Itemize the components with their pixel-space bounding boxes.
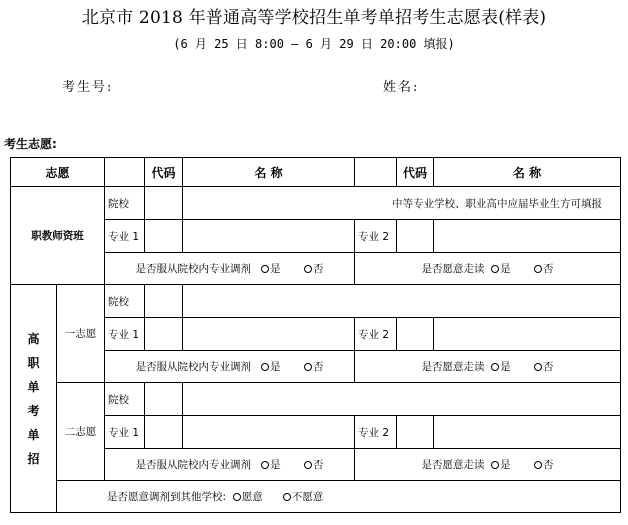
volunteer-table	[10, 157, 621, 513]
second-willing-no-radio[interactable]	[534, 461, 542, 469]
adjust-no-label: 否	[312, 263, 324, 275]
second-major2-label: 专业 2	[355, 416, 397, 449]
vocational-major2-label: 专业 2	[355, 220, 397, 253]
first-school-label: 院校	[105, 285, 145, 318]
header-row	[11, 158, 621, 187]
first-adjust-option: 是否服从院校内专业调剂 是 否	[105, 351, 355, 383]
candidate-name-label: 姓名:	[383, 80, 420, 95]
second-choice-label: 二志愿	[57, 383, 105, 481]
second-adjust-yes-radio[interactable]	[261, 461, 269, 469]
vocational-school-code-field[interactable]	[145, 187, 183, 220]
first-willing-yes-radio[interactable]	[491, 363, 499, 371]
header-volunteer: 志愿	[11, 158, 105, 187]
vocational-major1-name-field[interactable]	[183, 220, 355, 253]
other-school-unwilling-radio[interactable]	[283, 493, 291, 501]
header-empty-1	[105, 158, 145, 187]
first-willing-no-radio[interactable]	[534, 363, 542, 371]
first-adjust-no-radio[interactable]	[304, 363, 312, 371]
second-major2-name-field[interactable]	[434, 416, 621, 449]
second-major1-name-field[interactable]	[183, 416, 355, 449]
second-willing-yes-radio[interactable]	[491, 461, 499, 469]
first-major1-code-field[interactable]	[145, 318, 183, 351]
second-school-label: 院校	[105, 383, 145, 416]
second-school-row	[11, 383, 621, 416]
first-major2-label: 专业 2	[355, 318, 397, 351]
adjust-yes-radio[interactable]	[261, 265, 269, 273]
page-title: 北京市 2018 年普通高等学校招生单考单招考生志愿表(样表)	[81, 8, 547, 28]
other-school-willing-radio[interactable]	[233, 493, 241, 501]
first-major1-label: 专业 1	[105, 318, 145, 351]
adjust-yes-label: 是	[270, 263, 281, 275]
first-school-name-field[interactable]	[183, 285, 621, 318]
second-school-code-field[interactable]	[145, 383, 183, 416]
header-code-2: 代码	[397, 158, 434, 187]
higher-vocational-label: 高 职 单 考 单 招	[11, 285, 57, 513]
vocational-major1-label: 专业 1	[105, 220, 145, 253]
section-label: 考生志愿:	[4, 137, 57, 151]
first-school-row	[11, 285, 621, 318]
vocational-major1-code-field[interactable]	[145, 220, 183, 253]
first-school-code-field[interactable]	[145, 285, 183, 318]
other-school-unwilling-label: 不愿意	[291, 491, 324, 503]
first-adjust-yes-radio[interactable]	[261, 363, 269, 371]
second-major1-code-field[interactable]	[145, 416, 183, 449]
first-major1-name-field[interactable]	[183, 318, 355, 351]
other-school-question: 是否愿意调剂到其他学校:	[107, 491, 227, 503]
second-major1-label: 专业 1	[105, 416, 145, 449]
willing-question: 是否愿意走读	[421, 263, 485, 275]
other-school-option	[57, 481, 621, 513]
willing-no-radio[interactable]	[534, 265, 542, 273]
second-adjust-option: 是否服从院校内专业调剂 是 否	[105, 449, 355, 481]
second-school-name-field[interactable]	[183, 383, 621, 416]
adjust-no-radio[interactable]	[304, 265, 312, 273]
vocational-label: 职教师资班	[11, 187, 105, 285]
fill-period: (6 月 25 日 8:00 — 6 月 29 日 20:00 填报)	[173, 37, 455, 51]
second-adjust-no-radio[interactable]	[304, 461, 312, 469]
header-name-1: 名 称	[183, 158, 355, 187]
vocational-adjust-option	[105, 253, 355, 285]
header-code-1: 代码	[145, 158, 183, 187]
first-major2-code-field[interactable]	[397, 318, 434, 351]
second-willing-option: 是否愿意走读 是 否	[355, 449, 621, 481]
vocational-willing-option	[355, 253, 621, 285]
other-school-willing-label: 愿意	[241, 491, 263, 503]
exam-number-label: 考生号:	[62, 80, 114, 95]
vocational-major2-code-field[interactable]	[397, 220, 434, 253]
adjust-question: 是否服从院校内专业调剂	[135, 263, 252, 275]
willing-no-label: 否	[543, 263, 554, 275]
header-name-2: 名 称	[434, 158, 621, 187]
header-empty-2	[355, 158, 397, 187]
vocational-school-label: 院校	[105, 187, 145, 220]
vocational-school-row	[11, 187, 621, 220]
willing-yes-label: 是	[500, 263, 511, 275]
first-major2-name-field[interactable]	[434, 318, 621, 351]
vocational-note: 中等专业学校、职业高中应届毕业生方可填报	[183, 187, 621, 220]
willing-yes-radio[interactable]	[491, 265, 499, 273]
second-major2-code-field[interactable]	[397, 416, 434, 449]
other-school-row	[11, 481, 621, 513]
first-willing-option: 是否愿意走读 是 否	[355, 351, 621, 383]
first-choice-label: 一志愿	[57, 285, 105, 383]
vocational-major2-name-field[interactable]	[434, 220, 621, 253]
